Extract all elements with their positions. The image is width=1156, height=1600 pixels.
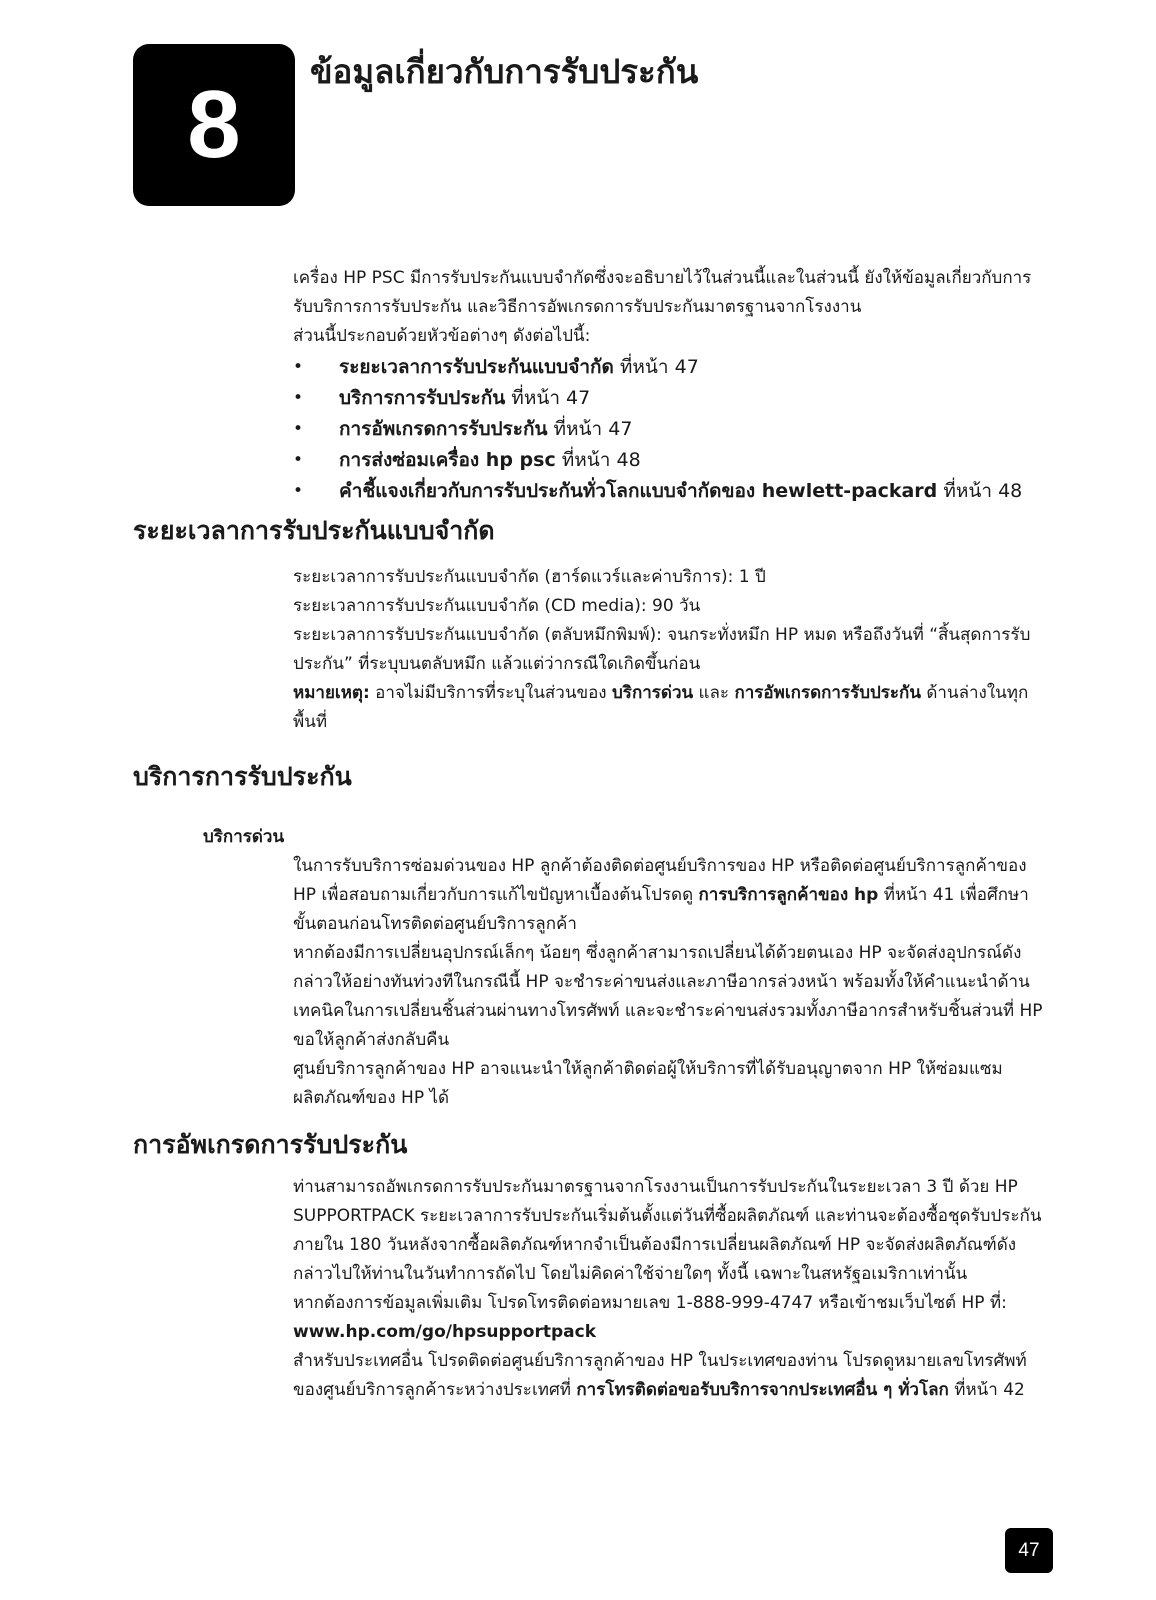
topic-item[interactable] [293,445,1045,476]
topic-link[interactable]: คำชี้แจงเกี่ยวกับการรับประกันทั่วโลกแบบจำกัดของ hewlett-packard [339,480,938,502]
section-heading-warranty-service: บริการการรับประกัน [133,762,352,791]
topic-link[interactable]: การส่งซ่อมเครื่อง hp psc [339,449,556,471]
note-text: ด้านล่างในทุกพื้นที่ [293,683,1029,732]
section-heading-limited-warranty: ระยะเวลาการรับประกันแบบจำกัด [133,516,495,545]
topic-item[interactable] [293,414,1045,445]
topic-page-ref: ที่หน้า 48 [555,449,641,471]
topic-item[interactable] [293,383,1045,414]
chapter-title: ข้อมูลเกี่ยวกับการรับประกัน [310,52,699,91]
topic-item[interactable] [293,476,1045,507]
paragraph-text: สำหรับประเทศอื่น โปรดติดต่อศูนย์บริการลูกค้าของ HP ในประเทศของท่าน โปรดดูหมายเลขโทรศัพท์ของศูนย์บริการลูกค้าระหว่างประเทศที่ [293,1351,1027,1400]
express-service-paragraph [293,852,1045,939]
warranty-period-cartridge: ระยะเวลาการรับประกันแบบจำกัด (ตลับหมึกพิมพ์): จนกระทั่งหมึก HP หมด หรือถึงวันที่ “สิ้นสุดการรับประกัน” ที่ระบุบนตลับหมึก แล้วแต่ว่ากรณีใดเกิดขึ้นก่อน [293,625,1031,674]
other-countries-paragraph [293,1347,1045,1405]
supportpack-paragraph: ท่านสามารถอัพเกรดการรับประกันมาตรฐานจากโรงงานเป็นการรับประกันในระยะเวลา 3 ปี ด้วย HP SUPPORTPACK ระยะเวลาการรับประกันเริ่มต้นตั้งแต่วันที่ซื้อผลิตภัณฑ์ และท่านจะต้องซื้อชุดรับประกันภายใน 180 วันหลังจากซื้อผลิตภัณฑ์หากจำเป็นต้องมีการเปลี่ยนผลิตภัณฑ์ HP จะจัดส่งผลิตภัณฑ์ดังกล่าวไปให้ท่านในวันทำการถัดไป โดยไม่คิดค่าใช้จ่ายใดๆ ทั้งนี้ เฉพาะในสหรัฐอเมริกาเท่านั้น [293,1177,1042,1284]
supportpack-url-link[interactable]: www.hp.com/go/hpsupportpack [293,1322,596,1342]
note-text: อาจไม่มีบริการที่ระบุในส่วนของ [369,683,613,703]
express-service-link[interactable]: บริการด่วน [612,683,694,703]
paragraph-text: ในการรับบริการซ่อมด่วนของ HP ลูกค้าต้องติดต่อศูนย์บริการของ HP หรือติดต่อศูนย์บริการลูกค้าของ HP เพื่อสอบถามเกี่ยวกับการแก้ไขปัญหาเบื้องต้นโปรดดู [293,856,1027,905]
topic-page-ref: ที่หน้า 48 [937,480,1023,502]
section-heading-warranty-upgrade: การอัพเกรดการรับประกัน [133,1130,408,1159]
customer-support-link[interactable]: การบริการลูกค้าของ hp [698,885,879,905]
note [293,679,1045,737]
page-number-badge [1005,1528,1053,1573]
note-text: และ [693,683,735,703]
page-number: 47 [1018,1539,1040,1561]
topic-item[interactable] [293,352,1045,383]
topic-link[interactable]: บริการการรับประกัน [339,387,506,409]
topic-page-ref: ที่หน้า 47 [613,356,699,378]
intro-paragraph: เครื่อง HP PSC มีการรับประกันแบบจำกัดซึ่งจะอธิบายไว้ในส่วนนี้และในส่วนนี้ ยังให้ข้อมูลเกี่ยวกับการรับบริการการรับประกัน และวิธีการอัพเกรดการรับประกันมาตรฐานจากโรงงาน [293,268,1032,317]
more-info-paragraph: หากต้องการข้อมูลเพิ่มเติม โปรดโทรติดต่อหมายเลข 1-888-999-4747 หรือเข้าชมเว็บไซต์ HP ที่: [293,1293,1007,1313]
topic-link[interactable]: การอัพเกรดการรับประกัน [339,418,548,440]
authorized-provider-paragraph: ศูนย์บริการลูกค้าของ HP อาจแนะนำให้ลูกค้าติดต่อผู้ให้บริการที่ได้รับอนุญาตจาก HP ให้ซ่อมแซมผลิตภัณฑ์ของ HP ได้ [293,1059,1003,1108]
limited-warranty-section [293,563,1045,737]
note-label: หมายเหตุ: [293,683,370,703]
international-calls-link[interactable]: การโทรติดต่อขอรับบริการจากประเทศอื่น ๆ ทั่วโลก [576,1380,949,1400]
warranty-upgrade-link[interactable]: การอัพเกรดการรับประกัน [734,683,921,703]
paragraph-text: ที่หน้า 41 เพื่อศึกษาขั้นตอนก่อนโทรติดต่อศูนย์บริการลูกค้า [293,885,1029,934]
paragraph-text: ที่หน้า 42 [948,1380,1025,1400]
chapter-number-badge [133,44,295,206]
warranty-period-cd-media: ระยะเวลาการรับประกันแบบจำกัด (CD media): 90 วัน [293,596,701,616]
warranty-period-hardware: ระยะเวลาการรับประกันแบบจำกัด (ฮาร์ดแวร์และค่าบริการ): 1 ปี [293,567,766,587]
topic-list [293,352,1045,507]
subheading-express-service: บริการด่วน [203,827,285,847]
intro-section [293,264,1045,507]
parts-replacement-paragraph: หากต้องมีการเปลี่ยนอุปกรณ์เล็กๆ น้อยๆ ซึ่งลูกค้าสามารถเปลี่ยนได้ด้วยตนเอง HP จะจัดส่งอุปกรณ์ดังกล่าวให้อย่างทันท่วงทีในกรณีนี้ HP จะชำระค่าขนส่งและภาษีอากรล่วงหน้า พร้อมทั้งให้คำแนะนำด้านเทคนิคในการเปลี่ยนชิ้นส่วนผ่านทางโทรศัพท์ และจะชำระค่าขนส่งรวมทั้งภาษีอากรสำหรับชิ้นส่วนที่ HP ขอให้ลูกค้าส่งกลับคืน [293,943,1043,1050]
topic-link[interactable]: ระยะเวลาการรับประกันแบบจำกัด [339,356,614,378]
chapter-number: 8 [187,71,241,178]
topic-page-ref: ที่หน้า 47 [505,387,591,409]
topic-page-ref: ที่หน้า 47 [547,418,633,440]
intro-lead: ส่วนนี้ประกอบด้วยหัวข้อต่างๆ ดังต่อไปนี้: [293,326,591,346]
warranty-service-section [293,852,1045,1113]
warranty-upgrade-section [293,1173,1045,1405]
